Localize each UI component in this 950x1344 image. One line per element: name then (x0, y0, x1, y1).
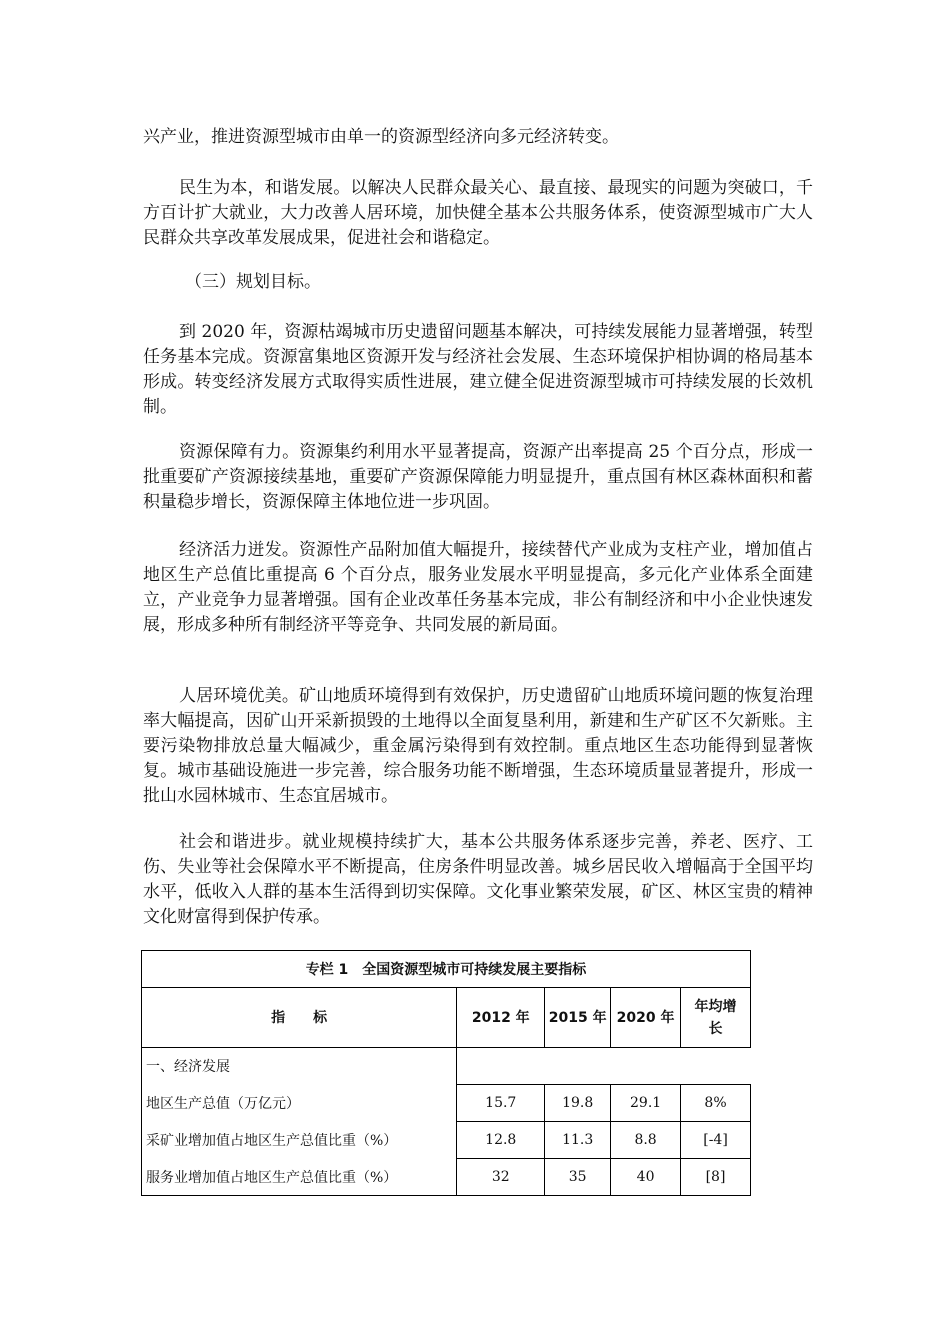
header-annual-growth: 年均增长 (681, 988, 751, 1048)
table-row (142, 1159, 751, 1196)
cell-2015: 19.8 (545, 1085, 611, 1122)
header-2020: 2020 年 (611, 988, 681, 1048)
cell-2012: 15.7 (457, 1085, 545, 1122)
header-2012: 2012 年 (457, 988, 545, 1048)
table-row (142, 1122, 751, 1159)
cell-2012: 32 (457, 1159, 545, 1196)
row-label: 地区生产总值（万亿元） (142, 1085, 457, 1122)
row-label: 服务业增加值占地区生产总值比重（%） (142, 1159, 457, 1196)
cell-2015: 11.3 (545, 1122, 611, 1159)
indicator-table (141, 950, 751, 1196)
header-2015: 2015 年 (545, 988, 611, 1048)
paragraph-resource-security: 资源保障有力。资源集约利用水平显著提高，资源产出率提高 25 个百分点，形成一批重要矿产资源接续基地，重要矿产资源保障能力明显提升，重点国有林区森林面积和蓄积量稳步增长，资源保障主体地位进一步巩固。 (143, 442, 813, 512)
section-heading-goals: （三）规划目标。 (185, 272, 321, 292)
cell-2012: 12.8 (457, 1122, 545, 1159)
header-indicator: 指 标 (142, 988, 457, 1048)
paragraph-continuation: 兴产业，推进资源型城市由单一的资源型经济向多元经济转变。 (143, 127, 619, 147)
table-row (142, 1085, 751, 1122)
table-title: 专栏 1 全国资源型城市可持续发展主要指标 (142, 951, 751, 988)
cell-2020: 40 (611, 1159, 681, 1196)
paragraph-2020-goals: 到 2020 年，资源枯竭城市历史遗留问题基本解决，可持续发展能力显著增强，转型任务基本完成。资源富集地区资源开发与经济社会发展、生态环境保护相协调的格局基本形成。转变经济发展方式取得实质性进展，建立健全促进资源型城市可持续发展的长效机制。 (143, 322, 813, 417)
cell-2015: 35 (545, 1159, 611, 1196)
paragraph-social-harmony: 社会和谐进步。就业规模持续扩大，基本公共服务体系逐步完善，养老、医疗、工伤、失业等社会保障水平不断提高，住房条件明显改善。城乡居民收入增幅高于全国平均水平，低收入人群的基本生活得到切实保障。文化事业繁荣发展，矿区、林区宝贵的精神文化财富得到保护传承。 (143, 832, 813, 927)
cell-growth: 8% (681, 1085, 751, 1122)
section-label-economy: 一、经济发展 (142, 1048, 457, 1085)
section-blank (457, 1048, 751, 1085)
cell-growth: [-4] (681, 1122, 751, 1159)
cell-2020: 29.1 (611, 1085, 681, 1122)
paragraph-economic-vitality: 经济活力迸发。资源性产品附加值大幅提升，接续替代产业成为支柱产业，增加值占地区生产总值比重提高 6 个百分点，服务业发展水平明显提高，多元化产业体系全面建立，产业竞争力显著增强。国有企业改革任务基本完成，非公有制经济和中小企业快速发展，形成多种所有制经济平等竞争、共同发展的新局面。 (143, 540, 813, 635)
row-label: 采矿业增加值占地区生产总值比重（%） (142, 1122, 457, 1159)
cell-growth: [8] (681, 1159, 751, 1196)
paragraph-livelihood: 民生为本，和谐发展。以解决人民群众最关心、最直接、最现实的问题为突破口，千方百计扩大就业，大力改善人居环境，加快健全基本公共服务体系，使资源型城市广大人民群众共享改革发展成果，促进社会和谐稳定。 (143, 178, 813, 248)
cell-2020: 8.8 (611, 1122, 681, 1159)
paragraph-living-environment: 人居环境优美。矿山地质环境得到有效保护，历史遗留矿山地质环境问题的恢复治理率大幅提高，因矿山开采新损毁的土地得以全面复垦利用，新建和生产矿区不欠新账。主要污染物排放总量大幅减少，重金属污染得到有效控制。重点地区生态功能得到显著恢复。城市基础设施进一步完善，综合服务功能不断增强，生态环境质量显著提升，形成一批山水园林城市、生态宜居城市。 (143, 686, 813, 806)
